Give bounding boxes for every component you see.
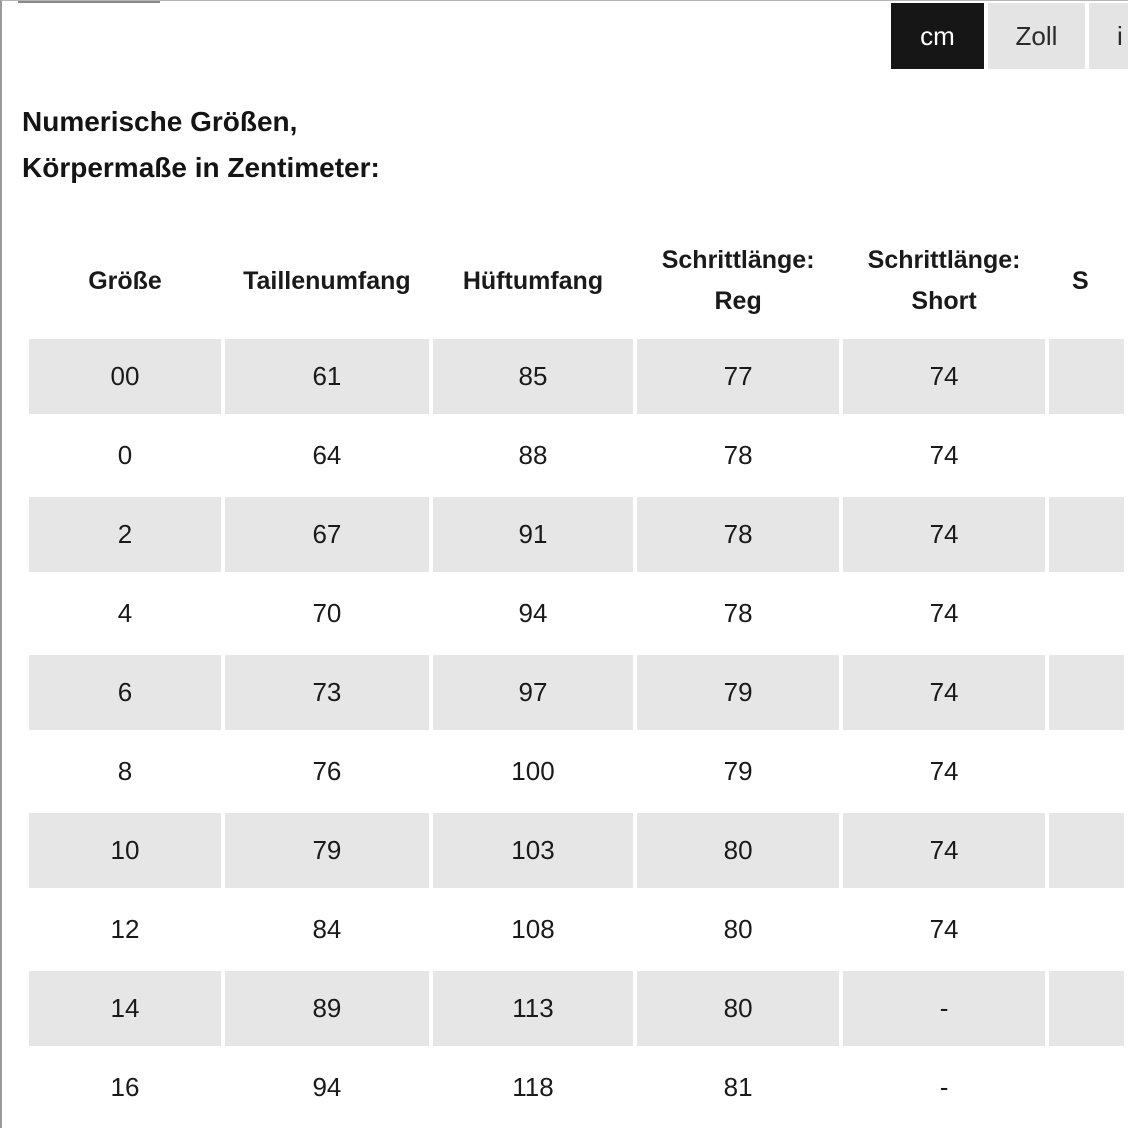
table-cell: 77 — [637, 337, 839, 416]
table-cell: 16 — [29, 1048, 221, 1127]
table-cell: 78 — [637, 495, 839, 574]
table-cell — [1049, 574, 1124, 653]
table-cell: 8 — [29, 732, 221, 811]
table-row — [29, 890, 1124, 969]
table-cell: 74 — [843, 416, 1045, 495]
size-table — [25, 225, 1128, 1127]
table-cell: 14 — [29, 969, 221, 1048]
table-row — [29, 732, 1124, 811]
table-cell: 118 — [433, 1048, 633, 1127]
table-cell: 108 — [433, 890, 633, 969]
table-cell — [1049, 495, 1124, 574]
table-cell: 76 — [225, 732, 429, 811]
table-cell: 78 — [637, 574, 839, 653]
table-cell — [1049, 1048, 1124, 1127]
table-cell — [1049, 811, 1124, 890]
table-cell: 81 — [637, 1048, 839, 1127]
table-cell: 79 — [637, 732, 839, 811]
table-cell: 61 — [225, 337, 429, 416]
heading-line-1: Numerische Größen, — [22, 106, 298, 137]
table-cell: 88 — [433, 416, 633, 495]
unit-toggle — [891, 3, 1128, 69]
table-row — [29, 969, 1124, 1048]
table-cell: 79 — [637, 653, 839, 732]
header-size: Größe — [88, 266, 162, 295]
table-cell: 2 — [29, 495, 221, 574]
table-cell: 12 — [29, 890, 221, 969]
table-cell: 94 — [433, 574, 633, 653]
table-cell: 84 — [225, 890, 429, 969]
table-cell: 73 — [225, 653, 429, 732]
table-cell: 0 — [29, 416, 221, 495]
table-cell: 103 — [433, 811, 633, 890]
header-cut-off: S — [1072, 266, 1089, 295]
table-cell: 80 — [637, 890, 839, 969]
table-cell: 4 — [29, 574, 221, 653]
table-cell — [1049, 337, 1124, 416]
table-row — [29, 416, 1124, 495]
table-row — [29, 811, 1124, 890]
table-cell: 74 — [843, 890, 1045, 969]
table-cell: 74 — [843, 495, 1045, 574]
table-cell — [1049, 890, 1124, 969]
unit-option-cm[interactable]: cm — [891, 3, 984, 69]
table-cell — [1049, 732, 1124, 811]
table-cell: 74 — [843, 574, 1045, 653]
table-cell: 94 — [225, 1048, 429, 1127]
table-cell — [1049, 969, 1124, 1048]
table-cell: 67 — [225, 495, 429, 574]
size-chart-heading — [22, 99, 380, 191]
table-cell — [1049, 416, 1124, 495]
table-cell: 78 — [637, 416, 839, 495]
unit-option-third[interactable]: i — [1089, 3, 1128, 69]
header-inseam-short: Schrittlänge: Short — [867, 246, 1021, 315]
table-cell: 91 — [433, 495, 633, 574]
table-header-row — [29, 225, 1124, 337]
table-cell: 113 — [433, 969, 633, 1048]
table-cell: 10 — [29, 811, 221, 890]
table-cell: 80 — [637, 969, 839, 1048]
table-cell: 00 — [29, 337, 221, 416]
table-cell: 74 — [843, 337, 1045, 416]
table-row — [29, 337, 1124, 416]
table-cell: 97 — [433, 653, 633, 732]
table-cell: - — [843, 1048, 1045, 1127]
table-row — [29, 574, 1124, 653]
table-cell: 74 — [843, 732, 1045, 811]
table-cell: 85 — [433, 337, 633, 416]
table-cell: 100 — [433, 732, 633, 811]
table-cell: 79 — [225, 811, 429, 890]
header-hip: Hüftumfang — [462, 266, 604, 295]
table-cell: 6 — [29, 653, 221, 732]
table-cell: 74 — [843, 653, 1045, 732]
table-cell: 80 — [637, 811, 839, 890]
table-cell: 64 — [225, 416, 429, 495]
table-cell: - — [843, 969, 1045, 1048]
header-inseam-reg: Schrittlänge: Reg — [661, 246, 815, 315]
unit-option-zoll[interactable]: Zoll — [988, 3, 1085, 69]
header-waist: Taillenumfang — [243, 266, 411, 295]
table-cell: 89 — [225, 969, 429, 1048]
table-body — [29, 337, 1124, 1127]
table-cell — [1049, 653, 1124, 732]
table-cell: 70 — [225, 574, 429, 653]
heading-line-2: Körpermaße in Zentimeter: — [22, 152, 380, 183]
table-row — [29, 1048, 1124, 1127]
table-row — [29, 495, 1124, 574]
table-row — [29, 653, 1124, 732]
table-cell: 74 — [843, 811, 1045, 890]
top-tab-indicator — [18, 0, 160, 3]
